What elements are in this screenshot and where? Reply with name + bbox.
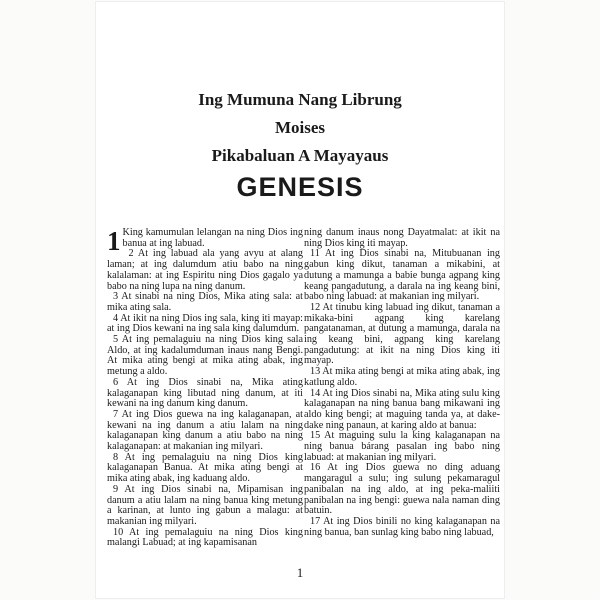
verse-paragraph: 4 At ikit na ning Dios ing sala, king iti mayap: at ing Dios kewani na ing sala king dalumdum. (107, 312, 303, 335)
page-number: 1 (296, 565, 304, 580)
right-text-column (304, 228, 500, 538)
book-title-line-1: Ing Mumuna Nang Librung (198, 90, 402, 109)
book-title-line-2: Moises (274, 118, 326, 137)
verse-paragraph: 3 At sinabi na ning Dios, Mika ating sala: at mika ating sala. (107, 291, 303, 313)
verse-paragraph: 8 At ing pemalaguiu na ning Dios king kalaganapan Banua. At mika ating bengi at mika ating abak, ing kaduang aldo. (107, 451, 303, 485)
verse-paragraph (107, 226, 303, 256)
verse-paragraph: 7 At ing Dios guewa na ing kalaganapan, at kewani na ing danum a atiu lalam na ning kalaganapan king danum a atiu babo na ning kalaganapan: at makanian ing milyari. (107, 408, 303, 453)
chapter-number: 1 (107, 226, 121, 256)
verse-paragraph: ning danum inaus nong Dayatmalat: at ikit na ning Dios king iti mayap. (304, 227, 500, 249)
verse-paragraph: 12 At tinubu king labuad ing dikut, tanaman a mikaka-bini agpang king karelang pangatanaman, at dutung a mamunga, darala na ing keang bini, agpang king karelang pangadutung: at ikit na ning Dios king iti mayap. (304, 301, 500, 367)
verse-text: King kamumulan lelangan na ning Dios ing banua at ing labuad. (122, 227, 303, 249)
verse-paragraph: 6 At ing Dios sinabi na, Mika ating kalaganapan king libutad ning danum, at iti kewani na ing danum king danum. (107, 376, 303, 410)
verse-paragraph: 5 At ing pemalaguiu na ning Dios king sala Aldo, at ing kadalumduman inaus nang Bengi. At mika ating bengi at mika ating abak, ing metung a aldo. (107, 334, 303, 378)
verse-paragraph: 13 At mika ating bengi at mika ating abak, ing katlung aldo. (304, 366, 500, 388)
verse-paragraph: 10 At ing pemalaguiu na ning Dios king malangi Labuad; at ing kapamisanan (107, 526, 303, 549)
book-name-heading: GENESIS (236, 172, 364, 202)
verse-paragraph: 16 At ing Dios guewa no ding aduang mangaragul a sulu; ing sulung pekamaragul panibalan na ing aldo, at ing peka-maliiti panibalan na ing bengi: guewa nala naman ding batuin. (304, 462, 500, 517)
verse-paragraph: 11 At ing Dios sinabi na, Mitubuanan ing gabun king dikut, tanaman a mikabini, at dutung a mamunga a babie bunga agpang king keang pangadutung, a darala na ing keang bini, babo ning labuad: at makanian ing milyari. (304, 248, 500, 303)
verse-paragraph: 17 At ing Dios binili no king kalaganapan na ning banua, ban sunlag king babo ning labuad, (304, 515, 500, 538)
verse-paragraph: 15 At maguing sulu la king kalaganapan na ning banua bárang pasalan ing babo ning labuad: at makanian ing milyari. (304, 430, 500, 463)
left-text-column (107, 228, 303, 549)
verse-paragraph: 9 At ing Dios sinabi na, Mipamisan ing danum a atiu lalam na ning banua king metung a karinan, at lunto ing gabun a malagu: at makanian ing milyari. (107, 483, 303, 527)
book-title-line-3: Pikabaluan A Mayayaus (211, 146, 389, 165)
verse-paragraph: 2 At ing labuad ala yang avyu at alang laman; at ing dalumdum atiu babo na ning kalalaman: at ing Espiritu ning Dios gagalo ya babo na ning lupa na ning danum. (107, 248, 303, 292)
verse-paragraph: 14 At ing Dios sinabi na, Mika ating sulu king kalaganapan na ning banua bang mikawani ing aldo king bengi; at maguing tanda ya, at dake-dake ning panaun, at karing aldo at banua: (304, 387, 500, 431)
